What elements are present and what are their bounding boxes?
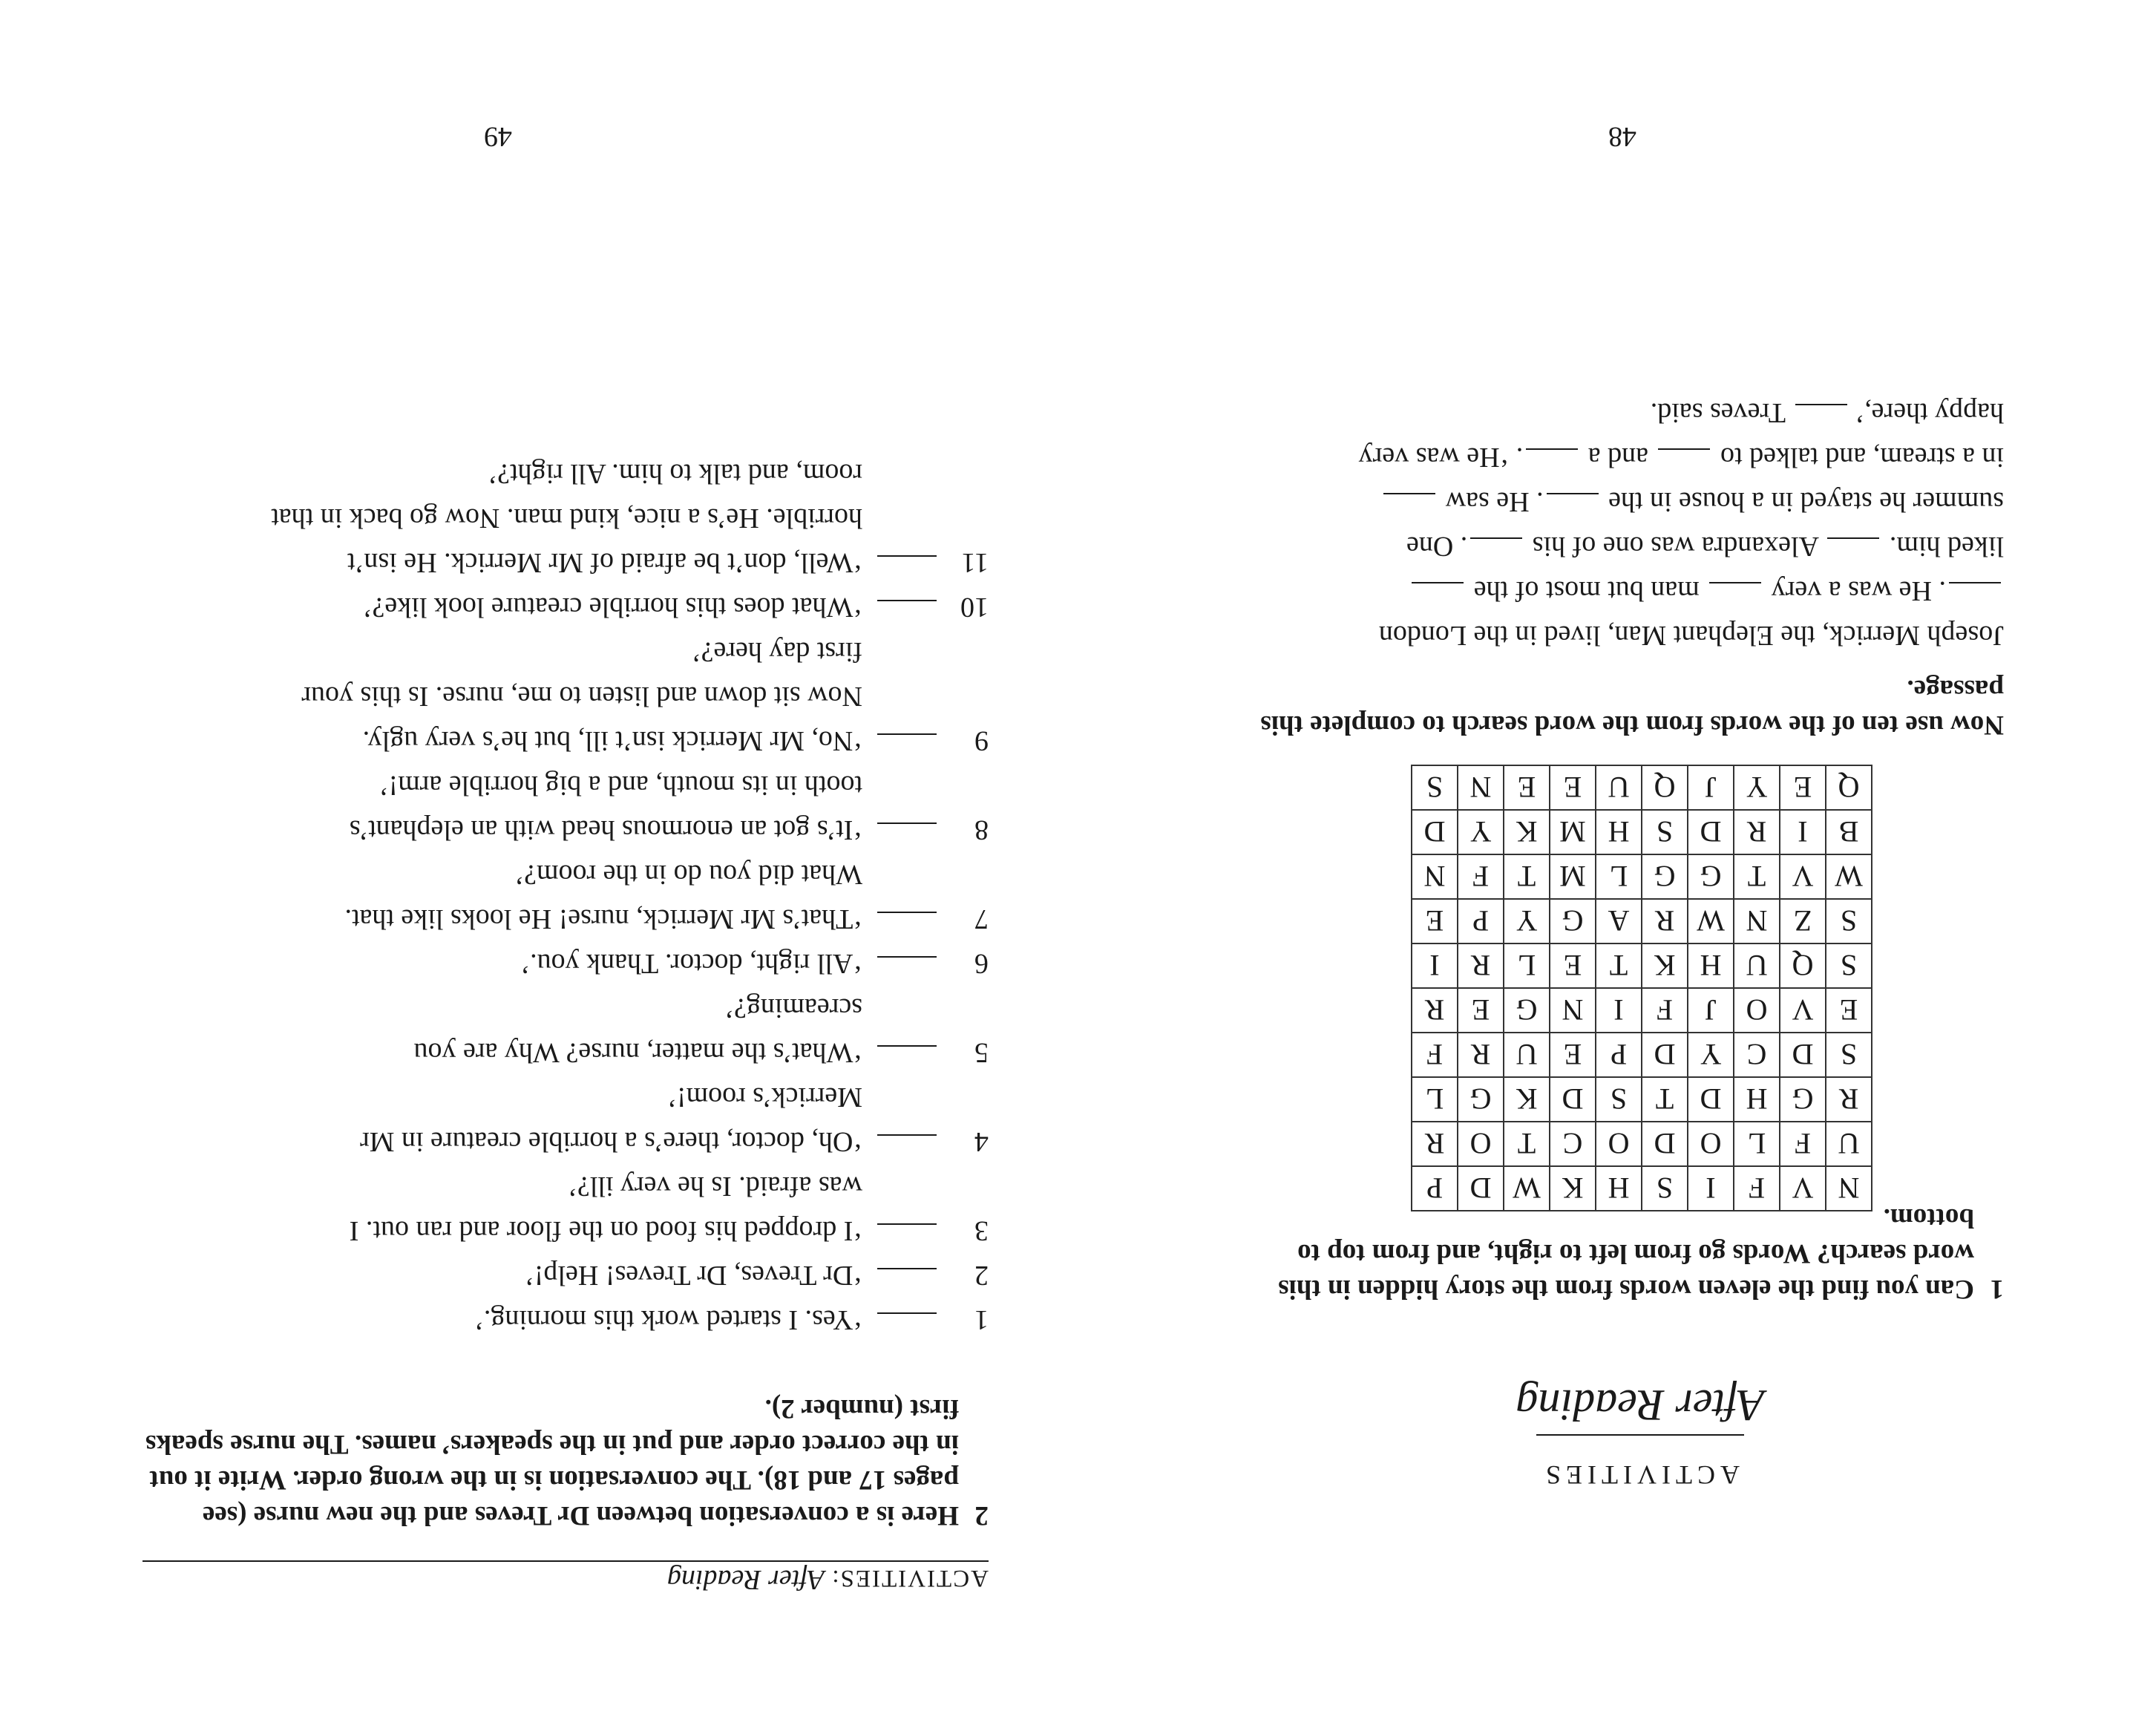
passage-line: summer he stayed in a house in the . He saw <box>1254 480 2004 524</box>
question-1 <box>1232 1200 2004 1306</box>
answer-blank[interactable] <box>1383 493 1435 494</box>
dialogue-number: 7 <box>974 903 989 935</box>
word-search-cell[interactable]: I <box>1780 810 1826 854</box>
dialogue-text: Now sit down and listen to me, nurse. Is this your <box>301 681 862 712</box>
dialogue-text: ‘What does this horrible creature look like?’ <box>362 592 862 623</box>
answer-blank[interactable] <box>1412 582 1464 583</box>
passage-line: happy there,’ Treves said. <box>1650 397 2004 428</box>
speaker-blank[interactable] <box>877 912 937 913</box>
word-search-cell[interactable]: O <box>1734 988 1780 1033</box>
word-search-cell[interactable]: G <box>1550 899 1596 943</box>
word-search-cell[interactable]: M <box>1550 854 1596 899</box>
section-rule <box>1536 1434 1744 1436</box>
word-search-cell[interactable]: L <box>1504 943 1550 988</box>
word-search-cell[interactable]: T <box>1504 854 1550 899</box>
word-search-cell[interactable]: J <box>1688 765 1734 810</box>
word-search-cell[interactable]: U <box>1826 1122 1872 1166</box>
dialogue-number: 5 <box>974 1037 989 1068</box>
answer-blank[interactable] <box>1795 404 1847 405</box>
word-search-cell[interactable]: H <box>1688 943 1734 988</box>
word-search-cell[interactable]: R <box>1458 1033 1504 1077</box>
dialogue-line <box>135 941 989 986</box>
word-search-cell[interactable]: I <box>1688 1166 1734 1211</box>
dialogue-line <box>135 719 989 763</box>
word-search-cell[interactable]: Q <box>1780 943 1826 988</box>
passage-instruction: Now use ten of the words from the word search to complete this passage. <box>1260 674 2004 740</box>
word-search-cell[interactable]: O <box>1596 1122 1642 1166</box>
speaker-blank[interactable] <box>877 555 937 557</box>
word-search-cell[interactable]: Y <box>1734 765 1780 810</box>
passage-line: Joseph Merrick, the Elephant Man, lived in the London <box>1378 620 2004 651</box>
passage-line: . He was a very man but most of the <box>1254 569 2004 613</box>
word-search-cell[interactable]: R <box>1826 1077 1872 1122</box>
answer-blank[interactable] <box>1949 582 2001 583</box>
word-search-cell[interactable]: S <box>1826 899 1872 943</box>
word-search-cell[interactable]: W <box>1504 1166 1550 1211</box>
dialogue-text: was afraid. Is he very ill?’ <box>568 1171 862 1202</box>
word-search-row <box>1412 1077 1872 1122</box>
word-search-cell[interactable]: N <box>1734 899 1780 943</box>
dialogue-line <box>135 1075 989 1119</box>
word-search-row <box>1412 1033 1872 1077</box>
word-search-row <box>1412 988 1872 1033</box>
word-search-cell[interactable]: E <box>1780 765 1826 810</box>
word-search-cell[interactable]: G <box>1458 1077 1504 1122</box>
word-search-cell[interactable]: L <box>1596 854 1642 899</box>
word-search-cell[interactable]: S <box>1412 765 1458 810</box>
word-search-cell[interactable]: R <box>1458 943 1504 988</box>
page-number: 49 <box>484 121 512 152</box>
dialogue-number: 11 <box>961 547 989 578</box>
word-search-cell[interactable]: S <box>1642 810 1688 854</box>
speaker-blank[interactable] <box>877 1223 937 1225</box>
running-head-title: After Reading <box>666 1564 825 1595</box>
word-search-cell[interactable]: U <box>1596 765 1642 810</box>
word-search-cell[interactable]: N <box>1412 854 1458 899</box>
word-search-cell[interactable]: Q <box>1642 765 1688 810</box>
page-48 <box>1078 0 2156 1717</box>
word-search-cell[interactable]: V <box>1780 988 1826 1033</box>
question-1-text: Can you find the eleven words from the story hidden in this word search? Words go from left to right, and from top to bottom. <box>1278 1203 1974 1304</box>
word-search-cell[interactable]: E <box>1458 988 1504 1033</box>
question-2 <box>142 1390 989 1533</box>
dialogue-line <box>135 808 989 852</box>
word-search-cell[interactable]: H <box>1596 1166 1642 1211</box>
dialogue-number: 1 <box>974 1304 989 1335</box>
word-search-cell[interactable]: D <box>1550 1077 1596 1122</box>
word-search-cell[interactable]: P <box>1596 1033 1642 1077</box>
word-search-cell[interactable]: F <box>1458 854 1504 899</box>
question-2-text: Here is a conversation between Dr Treves and the new nurse (see pages 17 and 18). The conversation is in the wrong order. Write it out in the correct order and put in the speakers’ names. The nurse speaks first (number 2). <box>145 1393 959 1531</box>
dialogue-line <box>135 496 989 540</box>
word-search-cell[interactable]: K <box>1550 1166 1596 1211</box>
answer-blank[interactable] <box>1547 493 1599 494</box>
word-search-cell[interactable]: D <box>1642 1033 1688 1077</box>
speaker-blank[interactable] <box>877 956 937 958</box>
word-search-cell[interactable]: S <box>1642 1166 1688 1211</box>
dialogue-line <box>135 852 989 897</box>
word-search-cell[interactable]: K <box>1642 943 1688 988</box>
dialogue-text: tooth in its mouth, and a big horrible arm!’ <box>379 770 862 801</box>
running-head-rule <box>142 1560 989 1562</box>
dialogue-line <box>135 1253 989 1298</box>
dialogue-text: room, and talk to him. All right?’ <box>488 458 862 489</box>
dialogue-line <box>135 585 989 629</box>
running-head <box>142 1563 989 1596</box>
word-search-row <box>1412 899 1872 943</box>
word-search-cell[interactable]: B <box>1826 810 1872 854</box>
word-search-cell[interactable]: W <box>1688 899 1734 943</box>
dialogue-text: horrible. He’s a nice, kind man. Now go back in that <box>271 503 862 534</box>
word-search-cell[interactable]: C <box>1550 1122 1596 1166</box>
dialogue-line <box>135 1164 989 1209</box>
word-search-cell[interactable]: D <box>1688 810 1734 854</box>
answer-blank[interactable] <box>1526 448 1578 450</box>
dialogue-line <box>135 629 989 674</box>
word-search-cell[interactable]: E <box>1504 765 1550 810</box>
dialogue-line <box>135 986 989 1030</box>
word-search-cell[interactable]: V <box>1780 854 1826 899</box>
word-search-cell[interactable]: D <box>1458 1166 1504 1211</box>
word-search-cell[interactable]: N <box>1826 1166 1872 1211</box>
word-search-cell[interactable]: O <box>1458 1122 1504 1166</box>
word-search-grid <box>1411 765 1872 1211</box>
word-search-cell[interactable]: Q <box>1826 765 1872 810</box>
word-search-cell[interactable]: M <box>1550 810 1596 854</box>
word-search-cell[interactable]: D <box>1412 810 1458 854</box>
word-search-cell[interactable]: V <box>1780 1166 1826 1211</box>
dialogue-text: screaming?’ <box>724 992 862 1024</box>
dialogue-text: ‘What’s the matter, nurse? Why are you <box>413 1037 862 1068</box>
speaker-blank[interactable] <box>877 733 937 735</box>
dialogue-number: 3 <box>974 1215 989 1246</box>
word-search-cell[interactable]: N <box>1458 765 1504 810</box>
word-search-cell[interactable]: R <box>1412 988 1458 1033</box>
word-search-cell[interactable]: K <box>1504 1077 1550 1122</box>
word-search-cell[interactable]: R <box>1642 899 1688 943</box>
word-search-cell[interactable]: G <box>1504 988 1550 1033</box>
word-search-cell[interactable]: T <box>1596 943 1642 988</box>
dialogue-text: ‘Yes. I started work this morning.’ <box>474 1304 862 1335</box>
dialogue-line <box>135 451 989 496</box>
word-search-cell[interactable]: U <box>1734 943 1780 988</box>
answer-blank[interactable] <box>1659 448 1711 450</box>
dialogue-number: 10 <box>960 592 989 623</box>
dialogue-line <box>135 1298 989 1342</box>
word-search-cell[interactable]: J <box>1688 988 1734 1033</box>
word-search-row <box>1412 943 1872 988</box>
word-search-cell[interactable]: D <box>1642 1122 1688 1166</box>
word-search-cell[interactable]: S <box>1826 1033 1872 1077</box>
dialogue-text: ‘All right, doctor. Thank you.’ <box>520 948 862 979</box>
word-search-cell[interactable]: W <box>1826 854 1872 899</box>
dialogue-text: ‘Well, don’t be afraid of Mr Merrick. He isn’t <box>347 547 862 578</box>
dialogue-text: ‘Dr Treves, Dr Treves! Help!’ <box>525 1260 862 1291</box>
answer-blank[interactable] <box>1709 582 1761 583</box>
word-search-cell[interactable]: S <box>1596 1077 1642 1122</box>
word-search-cell[interactable]: Y <box>1458 810 1504 854</box>
word-search-cell[interactable]: H <box>1596 810 1642 854</box>
dialogue-number: 9 <box>974 725 989 756</box>
word-search-row <box>1412 1166 1872 1211</box>
word-search-cell[interactable]: P <box>1458 899 1504 943</box>
word-search-cell[interactable]: R <box>1412 1122 1458 1166</box>
word-search-cell[interactable]: E <box>1550 1033 1596 1077</box>
answer-blank[interactable] <box>1827 537 1879 539</box>
word-search-cell[interactable]: P <box>1412 1166 1458 1211</box>
question-2-number: 2 <box>974 1500 989 1531</box>
word-search-cell[interactable]: O <box>1688 1122 1734 1166</box>
dialogue-line <box>135 763 989 808</box>
dialogue-line <box>135 1119 989 1164</box>
page-number: 48 <box>1608 121 1636 152</box>
word-search-cell[interactable]: F <box>1642 988 1688 1033</box>
word-search-cell[interactable]: F <box>1734 1166 1780 1211</box>
dialogue-text: ‘That’s Mr Merrick, nurse! He looks like that. <box>344 903 862 935</box>
word-search-cell[interactable]: C <box>1734 1033 1780 1077</box>
word-search-cell[interactable]: U <box>1504 1033 1550 1077</box>
question-1-number: 1 <box>1990 1274 2004 1304</box>
word-search-cell[interactable]: G <box>1780 1077 1826 1122</box>
word-search-cell[interactable]: L <box>1734 1122 1780 1166</box>
cloze-passage <box>1254 390 2004 658</box>
word-search-cell[interactable]: K <box>1504 810 1550 854</box>
word-search-row <box>1412 1122 1872 1166</box>
word-search-cell[interactable]: E <box>1550 765 1596 810</box>
word-search-cell[interactable]: A <box>1596 899 1642 943</box>
dialogue-text: ‘No, Mr Merrick isn’t ill, but he’s very ugly. <box>362 725 862 756</box>
dialogue-line <box>135 1030 989 1075</box>
section-label: ACTIVITIES <box>1541 1460 1740 1490</box>
word-search-cell[interactable]: T <box>1642 1077 1688 1122</box>
dialogue-line <box>135 1209 989 1253</box>
dialogue-number: 2 <box>974 1260 989 1291</box>
word-search-cell[interactable]: L <box>1412 1077 1458 1122</box>
dialogue-list <box>135 451 989 1342</box>
running-head-label: ACTIVITIES: <box>830 1565 989 1592</box>
word-search-cell[interactable]: H <box>1734 1077 1780 1122</box>
dialogue-text: What did you do in the room?’ <box>514 859 862 890</box>
dialogue-line <box>135 897 989 941</box>
word-search-cell[interactable]: F <box>1780 1122 1826 1166</box>
word-search-cell[interactable]: F <box>1412 1033 1458 1077</box>
word-search-cell[interactable]: E <box>1826 988 1872 1033</box>
speaker-blank[interactable] <box>877 1045 937 1047</box>
dialogue-text: first day here?’ <box>692 636 862 667</box>
dialogue-text: ‘Oh, doctor, there’s a horrible creature in Mr <box>360 1126 862 1157</box>
speaker-blank[interactable] <box>877 600 937 601</box>
word-search-cell[interactable]: E <box>1412 899 1458 943</box>
word-search-row <box>1412 810 1872 854</box>
word-search-cell[interactable]: S <box>1826 943 1872 988</box>
speaker-blank[interactable] <box>877 1312 937 1314</box>
speaker-blank[interactable] <box>877 1268 937 1269</box>
word-search-cell[interactable]: N <box>1550 988 1596 1033</box>
word-search-cell[interactable]: R <box>1734 810 1780 854</box>
word-search-cell[interactable]: D <box>1688 1077 1734 1122</box>
dialogue-text: ‘I dropped his food on the floor and ran out. I <box>349 1215 862 1246</box>
passage-line: liked him. Alexandra was one of his . One <box>1406 531 2004 562</box>
word-search-cell[interactable]: T <box>1504 1122 1550 1166</box>
word-search-cell[interactable]: G <box>1688 854 1734 899</box>
word-search-cell[interactable]: T <box>1734 854 1780 899</box>
word-search-cell[interactable]: Z <box>1780 899 1826 943</box>
speaker-blank[interactable] <box>877 822 937 824</box>
speaker-blank[interactable] <box>877 1134 937 1136</box>
word-search-cell[interactable]: Y <box>1688 1033 1734 1077</box>
word-search-row <box>1412 765 1872 810</box>
passage-line: in a stream, and talked to and a . ‘He was very <box>1358 442 2004 473</box>
dialogue-line <box>135 674 989 719</box>
word-search-cell[interactable]: D <box>1780 1033 1826 1077</box>
word-search-cell[interactable]: E <box>1550 943 1596 988</box>
word-search-cell[interactable]: I <box>1596 988 1642 1033</box>
dialogue-text: ‘It’s got an enormous head with an elephant’s <box>349 814 862 846</box>
answer-blank[interactable] <box>1470 537 1522 539</box>
word-search-cell[interactable]: G <box>1642 854 1688 899</box>
dialogue-text: Merrick’s room!’ <box>667 1082 862 1113</box>
dialogue-number: 6 <box>974 948 989 979</box>
word-search-row <box>1412 854 1872 899</box>
section-title: After Reading <box>1516 1381 1765 1430</box>
dialogue-number: 4 <box>974 1126 989 1157</box>
word-search-cell[interactable]: I <box>1412 943 1458 988</box>
word-search-cell[interactable]: Y <box>1504 899 1550 943</box>
dialogue-line <box>135 540 989 585</box>
dialogue-number: 8 <box>974 814 989 846</box>
